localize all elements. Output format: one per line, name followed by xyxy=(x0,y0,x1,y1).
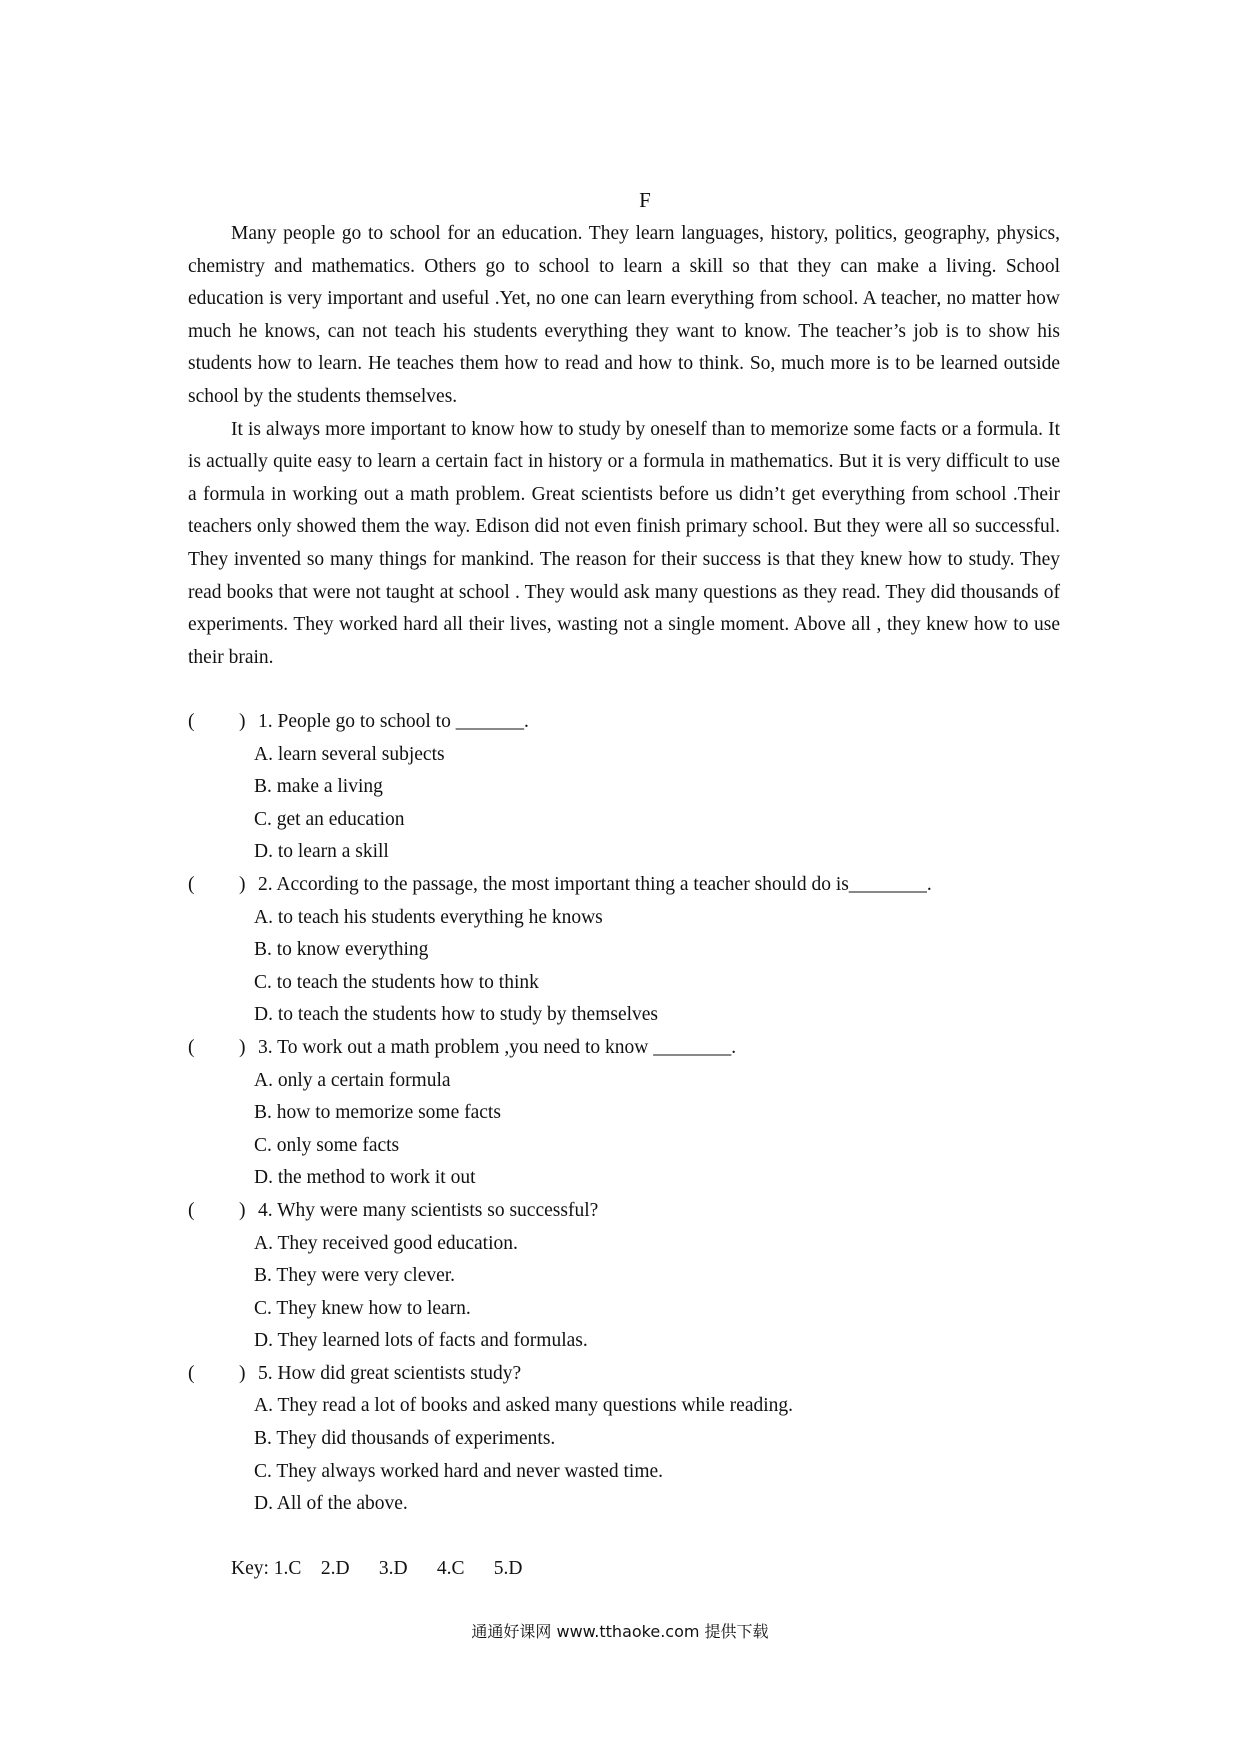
question-stem xyxy=(188,869,1088,902)
question-4 xyxy=(188,1195,1088,1358)
question-stem xyxy=(188,1358,1088,1391)
question-1 xyxy=(188,706,1088,869)
reading-passage xyxy=(188,218,1060,674)
option-c: C. only some facts xyxy=(254,1134,400,1156)
option-b: B. make a living xyxy=(254,776,383,798)
answer-bracket-open: ( xyxy=(188,711,195,732)
option-b: B. how to memorize some facts xyxy=(254,1102,501,1124)
question-text: 3. To work out a math problem ,you need to know ________. xyxy=(258,1036,737,1058)
question-5 xyxy=(188,1358,1088,1521)
passage-paragraph-1: Many people go to school for an education. They learn languages, history, politics, geography, physics, chemistry and mathematics. Others go to school to learn a skill so that they can make a living. School education is very important and useful .Yet, no one can learn everything from school. A teacher, no matter how much he knows, can not teach his students everything they want to know. The teacher’s job is to show his students how to learn. He teaches them how to read and how to think. So, much more is to be learned outside school by the students themselves. xyxy=(188,223,1060,407)
answer-bracket-close: ) xyxy=(239,711,246,732)
option-b: B. to know everything xyxy=(254,939,429,961)
question-stem xyxy=(188,1032,1088,1065)
answer-bracket-close: ) xyxy=(239,1036,246,1058)
option-b: B. They did thousands of experiments. xyxy=(254,1428,556,1450)
section-title: F xyxy=(639,188,651,212)
answer-bracket-close: ) xyxy=(239,1362,246,1384)
question-text: 1. People go to school to _______. xyxy=(258,711,529,732)
option-d: D. All of the above. xyxy=(254,1493,408,1515)
option-c: C. get an education xyxy=(254,808,405,830)
option-c: C. They always worked hard and never wasted time. xyxy=(254,1460,664,1482)
question-text: 5. How did great scientists study? xyxy=(258,1362,522,1384)
option-d: D. the method to work it out xyxy=(254,1167,476,1189)
option-a: A. They read a lot of books and asked many questions while reading. xyxy=(254,1395,794,1417)
question-stem xyxy=(188,1195,1088,1228)
option-a: A. They received good education. xyxy=(254,1232,518,1254)
question-text: 2. According to the passage, the most important thing a teacher should do is________. xyxy=(258,873,932,895)
question-stem xyxy=(188,706,1088,739)
option-a: A. to teach his students everything he knows xyxy=(254,906,603,928)
footer-source: 通通好课网 www.tthaoke.com 提供下载 xyxy=(471,1622,769,1641)
passage-paragraph-2: It is always more important to know how to study by oneself than to memorize some facts or a formula. It is actually quite easy to learn a certain fact in history or a formula in mathematics. But it is very difficult to use a formula in working out a math problem. Great scientists before us didn’t get everything from school .Their teachers only showed them the way. Edison did not even finish primary school. But they were all so successful. They invented so many things for mankind. The reason for their success is that they knew how to study. They read books that were not taught at school . They would ask many questions as they read. They did thousands of experiments. They worked hard all their lives, wasting not a single moment. Above all , they knew how to use their brain. xyxy=(188,418,1060,668)
option-a: A. only a certain formula xyxy=(254,1069,451,1091)
option-d: D. They learned lots of facts and formulas. xyxy=(254,1330,588,1352)
answer-bracket-open: ( xyxy=(188,873,195,895)
option-b: B. They were very clever. xyxy=(254,1265,456,1287)
option-d: D. to teach the students how to study by themselves xyxy=(254,1004,659,1026)
answer-bracket-open: ( xyxy=(188,1036,195,1058)
option-c: C. They knew how to learn. xyxy=(254,1297,471,1319)
question-list xyxy=(188,706,1088,1521)
answer-bracket-open: ( xyxy=(188,1199,195,1221)
option-d: D. to learn a skill xyxy=(254,841,389,863)
question-3 xyxy=(188,1032,1088,1195)
answer-bracket-open: ( xyxy=(188,1362,195,1384)
answer-bracket-close: ) xyxy=(239,1199,246,1221)
question-text: 4. Why were many scientists so successful? xyxy=(258,1199,599,1221)
option-c: C. to teach the students how to think xyxy=(254,971,539,993)
answer-key: Key: 1.C 2.D 3.D 4.C 5.D xyxy=(231,1558,523,1579)
answer-bracket-close: ) xyxy=(239,873,246,895)
question-2 xyxy=(188,869,1088,1032)
option-a: A. learn several subjects xyxy=(254,743,445,765)
